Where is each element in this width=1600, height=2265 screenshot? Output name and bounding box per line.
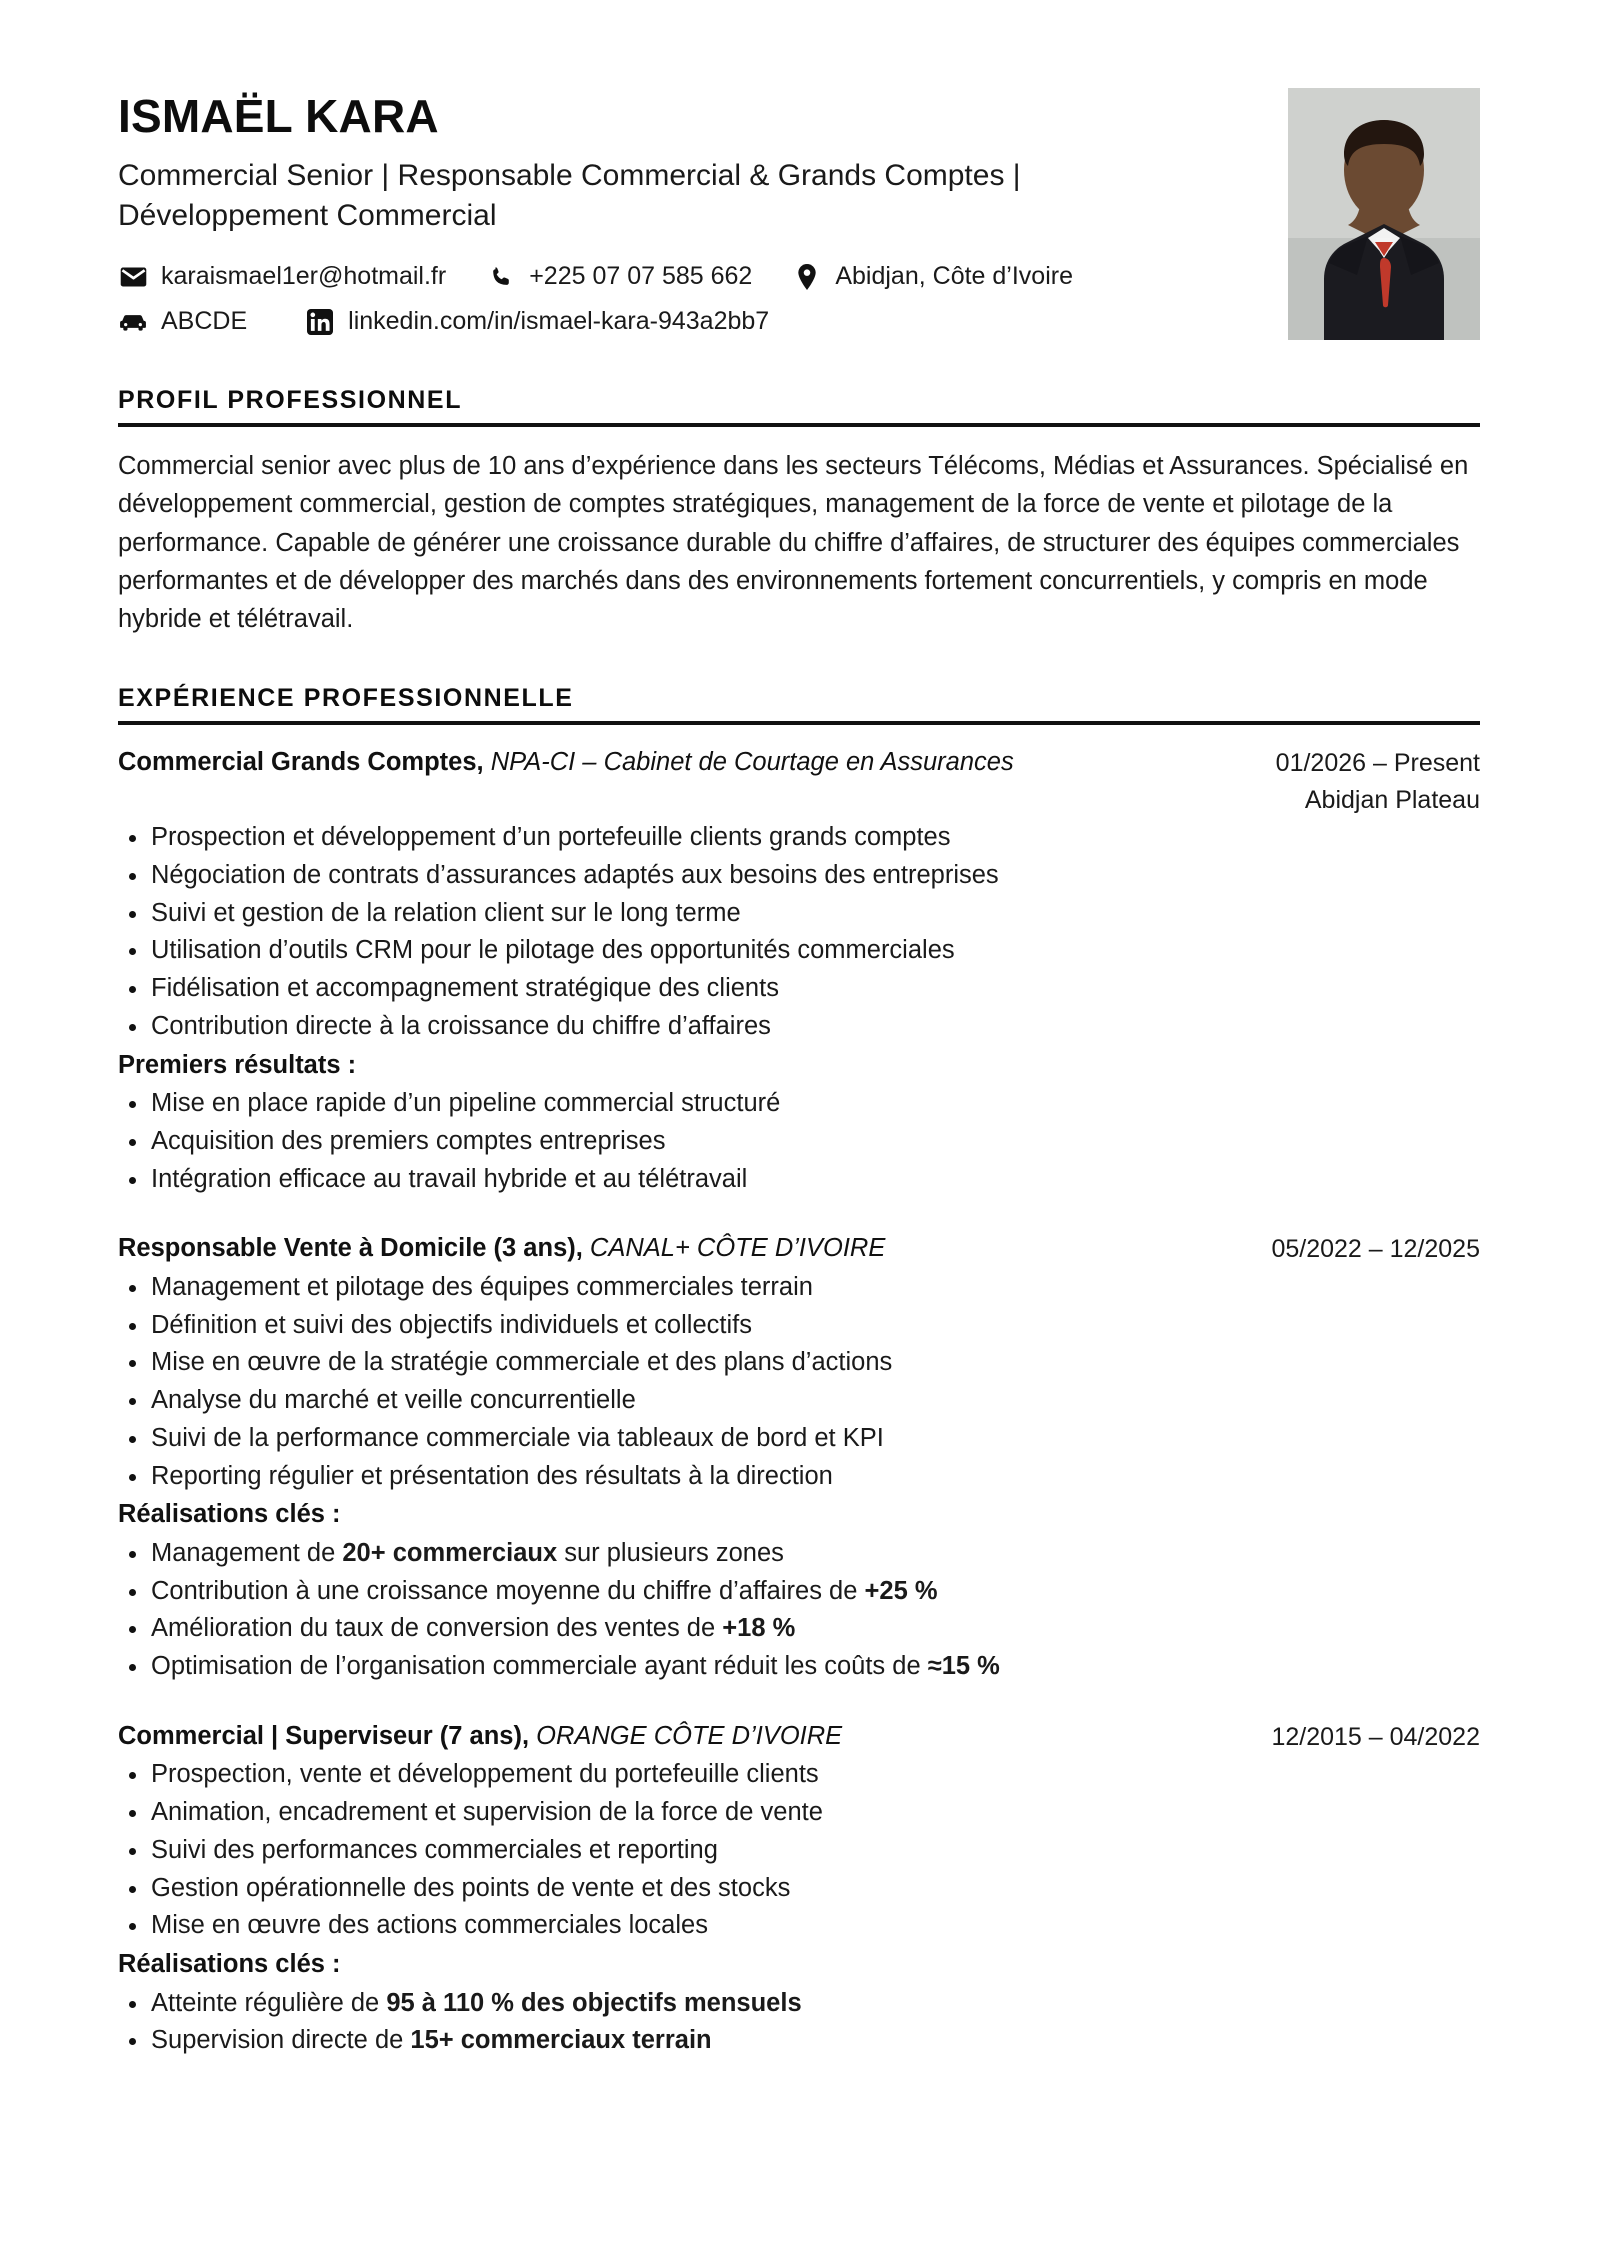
bullet-item: Mise en œuvre des actions commerciales locales: [118, 1907, 1480, 1944]
bullet-item: Définition et suivi des objectifs individuels et collectifs: [118, 1307, 1480, 1344]
bullet-item: Contribution directe à la croissance du chiffre d’affaires: [118, 1008, 1480, 1045]
contact-email-label: karaismael1er@hotmail.fr: [161, 262, 447, 291]
experience-role: Commercial Grands Comptes,: [118, 748, 484, 777]
bullet-item: [118, 1573, 1480, 1610]
bullet-item: Management et pilotage des équipes commerciales terrain: [118, 1269, 1480, 1306]
bullet-item: Prospection et développement d’un portefeuille clients grands comptes: [118, 819, 1480, 856]
bullet-text: sur plusieurs zones: [557, 1538, 784, 1567]
experience-meta: [1271, 1719, 1480, 1755]
bullet-metric: +18 %: [722, 1614, 796, 1643]
contact-details: [118, 262, 1118, 336]
experience-subheading: Premiers résultats :: [118, 1050, 357, 1079]
experience-dates: 05/2022 – 12/2025: [1271, 1235, 1480, 1264]
profile-paragraph: Commercial senior avec plus de 10 ans d’expérience dans les secteurs Télécoms, Médias et Assurances. Spécialisé en développement commercial, gestion de comptes stratégiques, management de la force de vente et pilotage de la performance. Capable de générer une croissance durable du chiffre d’affaires, de structurer des équipes commerciales performantes et de développer des marchés dans des environnements fortement concurrentiels, y compris en mode hybride et télétravail.: [118, 452, 1469, 633]
section-experience: [118, 684, 1480, 2059]
experience-item: [118, 1231, 1480, 1684]
candidate-name: ISMAËL KARA: [118, 90, 439, 142]
candidate-photo: [1288, 88, 1480, 340]
contact-location: [792, 262, 1073, 291]
bullet-item: Mise en place rapide d’un pipeline commercial structuré: [118, 1085, 1480, 1122]
contact-location-label: Abidjan, Côte d’Ivoire: [835, 262, 1073, 291]
bullet-item: [118, 1648, 1480, 1685]
experience-company: CANAL+ CÔTE D’IVOIRE: [582, 1234, 886, 1263]
bullet-item: Reporting régulier et présentation des résultats à la direction: [118, 1458, 1480, 1495]
bullet-item: [118, 2022, 1480, 2059]
contact-driving-license: [118, 307, 247, 336]
bullet-item: [118, 1985, 1480, 2022]
bullet-metric: ≈15 %: [927, 1652, 1000, 1681]
section-divider: [118, 423, 1480, 427]
experience-company: NPA-CI – Cabinet de Courtage en Assurances: [483, 748, 1014, 777]
location-pin-icon: [792, 264, 822, 290]
bullet-item: Suivi de la performance commerciale via tableaux de bord et KPI: [118, 1420, 1480, 1457]
linkedin-icon: [305, 309, 335, 335]
experience-role: Commercial | Superviseur (7 ans),: [118, 1721, 530, 1750]
resume-header: [118, 78, 1480, 340]
bullet-item: Suivi et gestion de la relation client sur le long terme: [118, 895, 1480, 932]
bullet-text: Management de: [151, 1538, 343, 1567]
experience-title-line: [118, 1231, 1271, 1266]
experience-subheading: Réalisations clés :: [118, 1949, 341, 1978]
experience-item: [118, 745, 1480, 1197]
experience-list: [118, 745, 1480, 2059]
contact-linkedin-label: linkedin.com/in/ismael-kara-943a2bb7: [348, 307, 770, 336]
experience-sub-bullets: [118, 1985, 1480, 2059]
experience-sub-bullets: [118, 1085, 1480, 1197]
bullet-metric: 20+ commerciaux: [342, 1538, 558, 1567]
experience-dates: 12/2015 – 04/2022: [1271, 1722, 1480, 1751]
section-title-profile: PROFIL PROFESSIONNEL: [118, 386, 463, 414]
bullet-text: Atteinte régulière de: [151, 1988, 387, 2017]
contact-phone-label: +225 07 07 585 662: [529, 262, 753, 291]
bullet-item: Intégration efficace au travail hybride et au télétravail: [118, 1161, 1480, 1198]
experience-role: Responsable Vente à Domicile (3 ans),: [118, 1234, 583, 1263]
experience-title-line: [118, 745, 1276, 780]
contact-linkedin[interactable]: [305, 307, 769, 336]
bullet-item: Suivi des performances commerciales et reporting: [118, 1832, 1480, 1869]
experience-sub-bullets: [118, 1535, 1480, 1685]
bullet-item: Prospection, vente et développement du portefeuille clients: [118, 1756, 1480, 1793]
experience-header: [118, 745, 1480, 817]
section-profile: [118, 386, 1480, 638]
bullet-metric: 15+ commerciaux terrain: [410, 2026, 712, 2055]
bullet-text: Amélioration du taux de conversion des ventes de: [151, 1614, 723, 1643]
experience-bullets: [118, 819, 1480, 1044]
bullet-item: Mise en œuvre de la stratégie commerciale et des plans d’actions: [118, 1344, 1480, 1381]
section-title-experience: EXPÉRIENCE PROFESSIONNELLE: [118, 684, 574, 713]
car-icon: [118, 309, 148, 335]
bullet-item: [118, 1535, 1480, 1572]
bullet-text: Supervision directe de: [151, 2026, 411, 2055]
contact-email[interactable]: [118, 262, 446, 291]
bullet-item: Animation, encadrement et supervision de la force de vente: [118, 1794, 1480, 1831]
bullet-item: [118, 1610, 1480, 1647]
experience-bullets: [118, 1756, 1480, 1944]
experience-dates: 01/2026 – Present: [1275, 749, 1480, 778]
experience-header: [118, 1719, 1480, 1755]
bullet-item: Négociation de contrats d’assurances adaptés aux besoins des entreprises: [118, 857, 1480, 894]
experience-bullets: [118, 1269, 1480, 1494]
bullet-item: Fidélisation et accompagnement stratégique des clients: [118, 970, 1480, 1007]
experience-company: ORANGE CÔTE D’IVOIRE: [529, 1721, 843, 1750]
contact-row-primary: [118, 262, 1118, 291]
experience-title-line: [118, 1719, 1271, 1754]
header-text-block: [118, 78, 1118, 336]
experience-item: [118, 1719, 1480, 2059]
bullet-metric: +25 %: [864, 1576, 938, 1605]
experience-subheading: Réalisations clés :: [118, 1500, 341, 1529]
email-icon: [118, 264, 148, 290]
bullet-metric: 95 à 110 % des objectifs mensuels: [386, 1988, 802, 2017]
bullet-item: Acquisition des premiers comptes entreprises: [118, 1123, 1480, 1160]
contact-phone[interactable]: [486, 262, 752, 291]
contact-row-secondary: [118, 307, 1118, 336]
experience-meta: [1271, 1231, 1480, 1267]
section-divider: [118, 721, 1480, 725]
bullet-item: Utilisation d’outils CRM pour le pilotage des opportunités commerciales: [118, 932, 1480, 969]
experience-location: Abidjan Plateau: [1304, 785, 1480, 814]
contact-driving-license-label: ABCDE: [161, 307, 248, 336]
candidate-headline: Commercial Senior | Responsable Commercial & Grands Comptes | Développement Commercial: [118, 159, 1021, 233]
bullet-item: Gestion opérationnelle des points de vente et des stocks: [118, 1870, 1480, 1907]
bullet-text: Contribution à une croissance moyenne du chiffre d’affaires de: [151, 1576, 865, 1605]
experience-meta: [1276, 745, 1480, 817]
bullet-text: Optimisation de l’organisation commerciale ayant réduit les coûts de: [151, 1652, 928, 1681]
experience-header: [118, 1231, 1480, 1267]
bullet-item: Analyse du marché et veille concurrentielle: [118, 1382, 1480, 1419]
phone-icon: [486, 264, 516, 290]
